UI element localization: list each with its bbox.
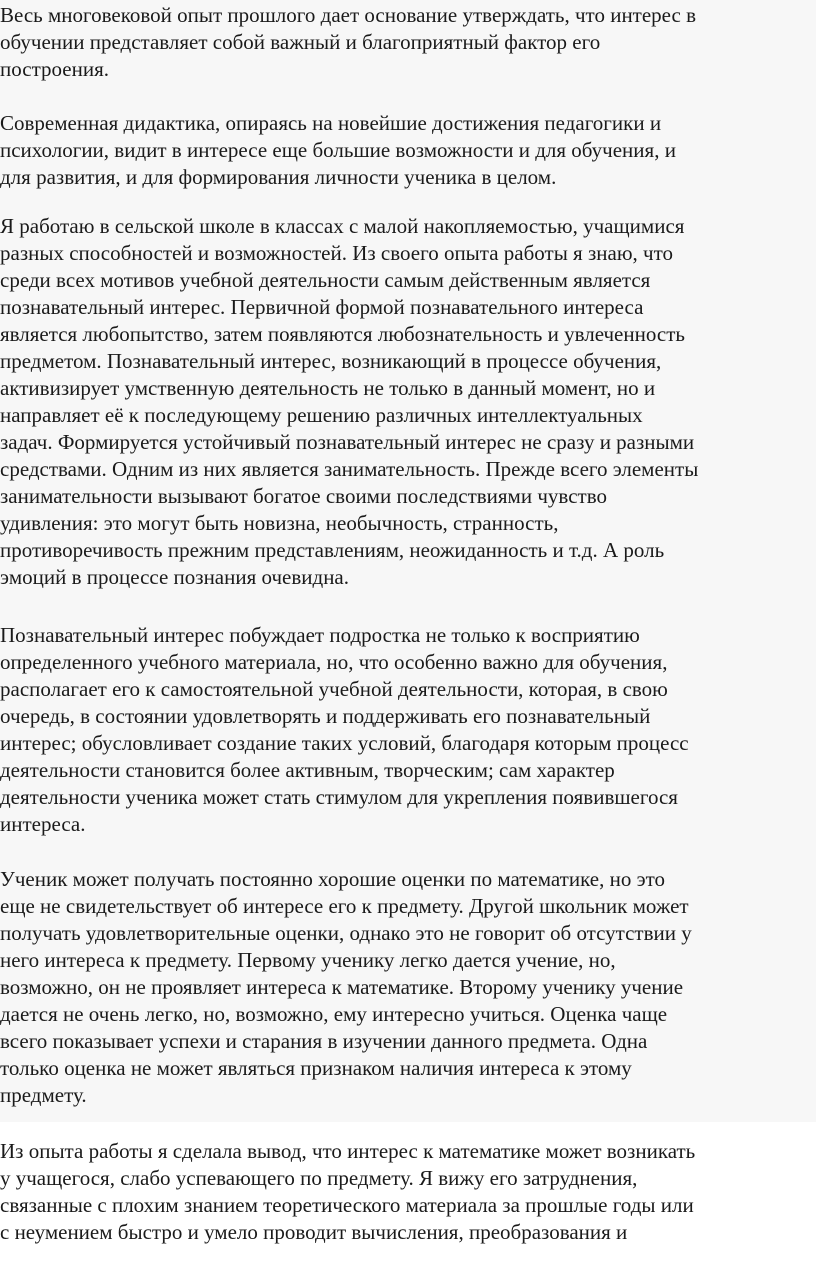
text-line: задач. Формируется устойчивый познавательный интерес не сразу и разными	[0, 430, 695, 454]
text-line: Познавательный интерес побуждает подростка не только к восприятию	[0, 623, 640, 647]
text-line: интереса.	[0, 812, 86, 836]
text-line: противоречивость прежним представлениям, неожиданность и т.д. А роль	[0, 538, 665, 562]
text-line: Современная дидактика, опираясь на новейшие достижения педагогики и	[0, 111, 662, 135]
text-line: интерес; обусловливает создание таких условий, благодаря которым процесс	[0, 731, 689, 755]
text-line: направляет её к последующему решению различных интеллектуальных	[0, 403, 643, 427]
text-line: является любопытство, затем появляются любознательность и увлеченность	[0, 322, 685, 346]
text-line: предметом. Познавательный интерес, возникающий в процессе обучения,	[0, 349, 662, 373]
text-line: Я работаю в сельской школе в классах с малой накопляемостью, учащимися	[0, 214, 685, 238]
text-line: связанные с плохим знанием теоретического материала за прошлые годы или	[0, 1193, 694, 1217]
text-line: только оценка не может являться признаком наличия интереса к этому	[0, 1056, 632, 1080]
text-line: психологии, видит в интересе еще большие возможности и для обучения, и	[0, 138, 676, 162]
text-line: среди всех мотивов учебной деятельности самым действенным является	[0, 268, 651, 292]
text-line: Из опыта работы я сделала вывод, что интерес к математике может возникать	[0, 1139, 696, 1163]
text-line: познавательный интерес. Первичной формой познавательного интереса	[0, 295, 644, 319]
text-line: Ученик может получать постоянно хорошие оценки по математике, но это	[0, 867, 665, 891]
text-line: определенного учебного материала, но, что особенно важно для обучения,	[0, 650, 668, 674]
text-line: средствами. Одним из них является занимательность. Прежде всего элементы	[0, 457, 699, 481]
text-line: занимательности вызывают богатое своими последствиями чувство	[0, 484, 607, 508]
text-line: располагает его к самостоятельной учебной деятельности, которая, в свою	[0, 677, 668, 701]
text-line: построения.	[0, 57, 109, 81]
text-line: него интереса к предмету. Первому ученику легко дается учение, но,	[0, 948, 616, 972]
paragraph-2	[0, 110, 816, 191]
text-line: всего показывает успехи и старания в изучении данного предмета. Одна	[0, 1029, 648, 1053]
text-line: деятельности ученика может стать стимулом для укрепления появившегося	[0, 785, 678, 809]
text-line: возможно, он не проявляет интереса к математике. Второму ученику учение	[0, 975, 684, 999]
text-line: еще не свидетельствует об интересе его к предмету. Другой школьник может	[0, 894, 689, 918]
text-line: для развития, и для формирования личности ученика в целом.	[0, 165, 557, 189]
text-line: дается не очень легко, но, возможно, ему интересно учиться. Оценка чаще	[0, 1002, 668, 1026]
paragraph-3	[0, 213, 816, 591]
text-line: активизирует умственную деятельность не только в данный момент, но и	[0, 376, 656, 400]
text-line: обучении представляет собой важный и благоприятный фактор его	[0, 30, 601, 54]
text-line: получать удовлетворительные оценки, однако это не говорит об отсутствии у	[0, 921, 692, 945]
text-line: очередь, в состоянии удовлетворять и поддерживать его познавательный	[0, 704, 651, 728]
text-line: Весь многовековой опыт прошлого дает основание утверждать, что интерес в	[0, 3, 697, 27]
paragraph-4	[0, 622, 816, 838]
text-line: с неумением быстро и умело проводит вычисления, преобразования и	[0, 1220, 628, 1244]
text-line: эмоций в процессе познания очевидна.	[0, 565, 350, 589]
paragraph-5	[0, 866, 816, 1109]
text-line: разных способностей и возможностей. Из своего опыта работы я знаю, что	[0, 241, 673, 265]
text-line: деятельности становится более активным, творческим; сам характер	[0, 758, 615, 782]
text-line: предмету.	[0, 1083, 87, 1107]
paragraph-6	[0, 1138, 816, 1246]
text-line: у учащегося, слабо успевающего по предмету. Я вижу его затруднения,	[0, 1166, 638, 1190]
text-line: удивления: это могут быть новизна, необычность, странность,	[0, 511, 559, 535]
paragraph-1	[0, 2, 816, 83]
